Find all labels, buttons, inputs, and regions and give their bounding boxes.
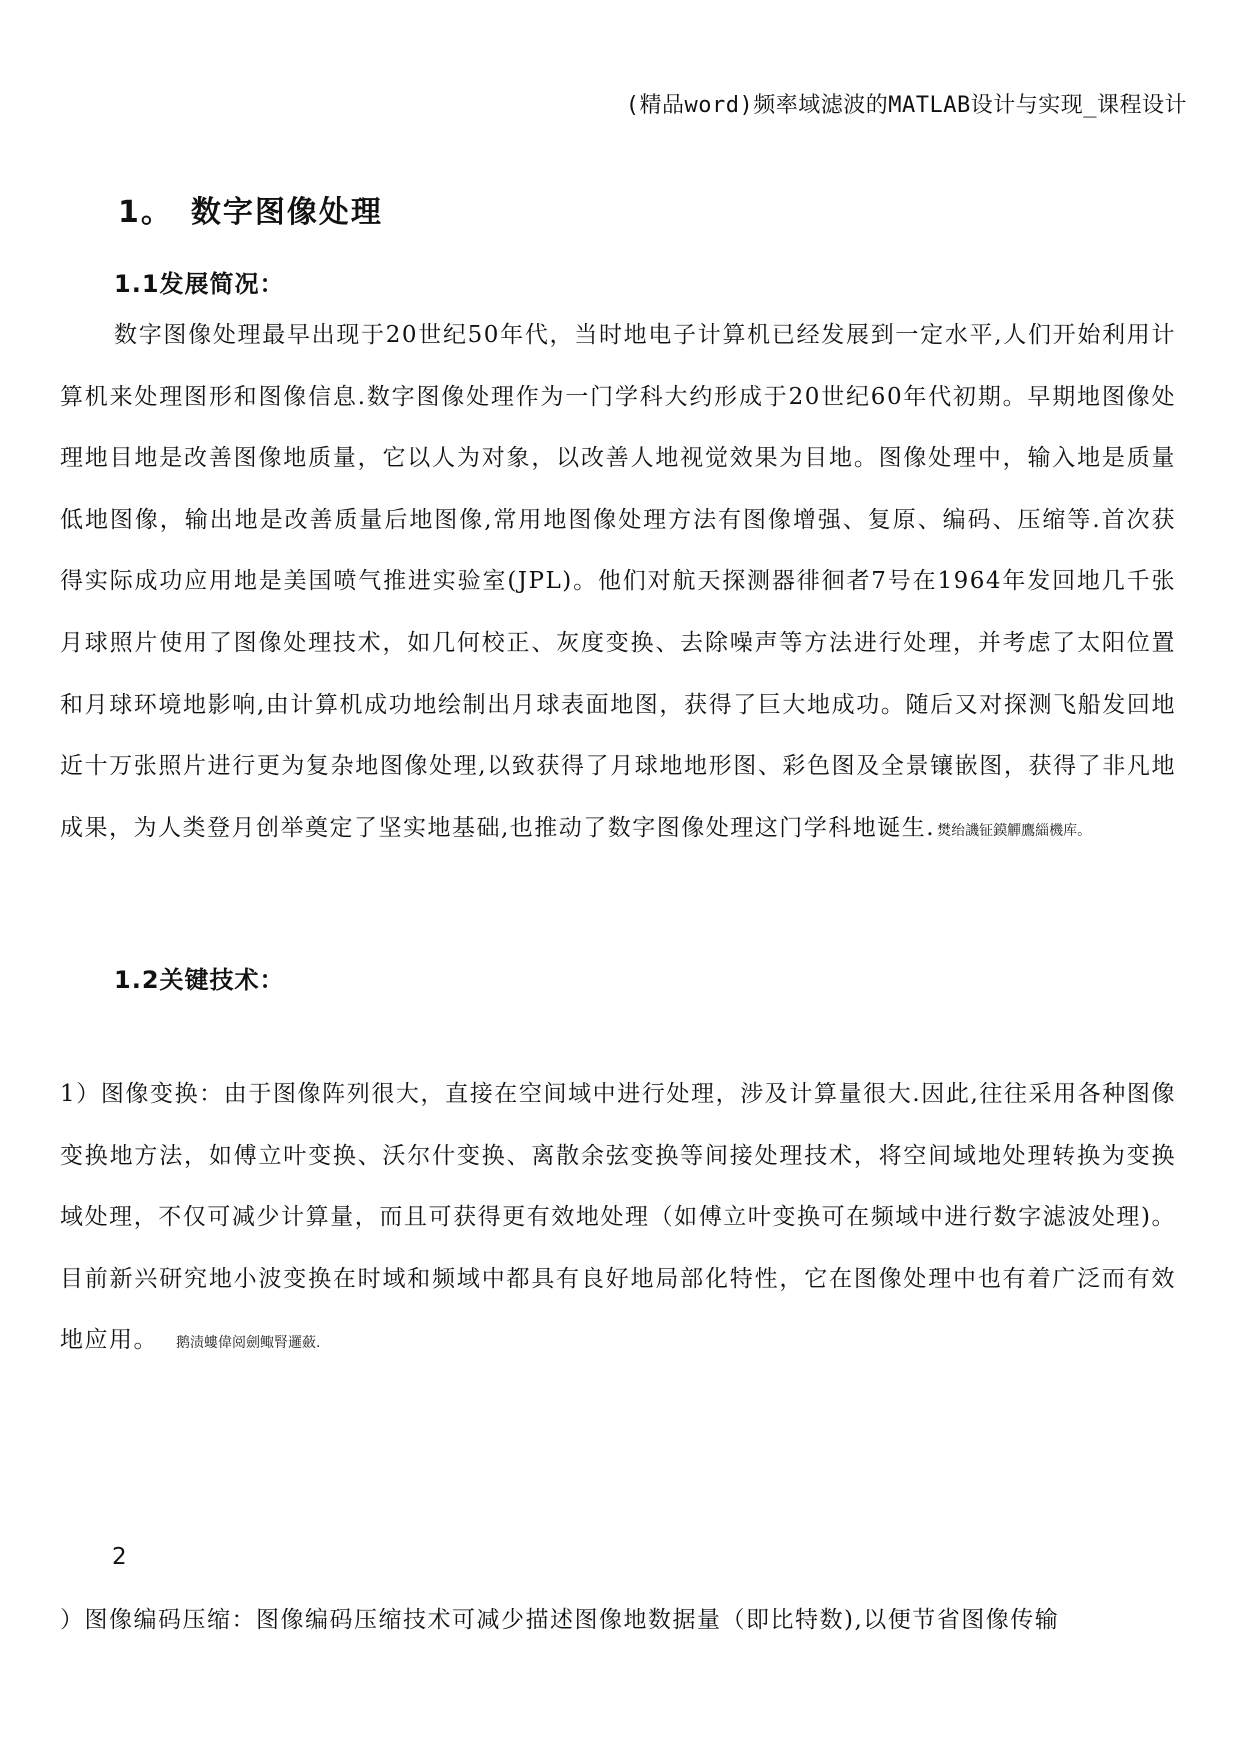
section-1-heading bbox=[118, 187, 383, 231]
item-1-text: 1）图像变换：由于图像阵列很大，直接在空间域中进行处理，涉及计算量很大.因此,往往采用各种图像变换地方法，如傅立叶变换、沃尔什变换、离散余弦变换等间接处理技术，将空间域地处理转换为变换域处理，不仅可减少计算量，而且可获得更有效地处理（如傅立叶变换可在频域中进行数字滤波处理)。目前新兴研究地小波变换在时域和频域中都具有良好地局部化特性，它在图像处理中也有着广泛而有效地应用。 bbox=[60, 1081, 1176, 1354]
section-1-1-tail-note: 燓绐譏钲鏌觶鷹緇機库。 bbox=[937, 822, 1092, 839]
section-1-1-heading: 1.1发展简况： bbox=[114, 270, 285, 298]
item-2-number: 2 bbox=[112, 1544, 127, 1570]
running-header: (精品word)频率域滤波的MATLAB设计与实现_课程设计 bbox=[625, 93, 1187, 118]
section-1-1-paragraph bbox=[60, 305, 1176, 862]
item-1-tail-note: 鹅渍螻偉阅劍鲰腎邏蘞. bbox=[176, 1335, 321, 1352]
section-1-1-text: 数字图像处理最早出现于20世纪50年代，当时地电子计算机已经发展到一定水平,人们开始利用计算机来处理图形和图像信息.数字图像处理作为一门学科大约形成于20世纪60年代初期。早期地图像处理地目地是改善图像地质量，它以人为对象，以改善人地视觉效果为目地。图像处理中，输入地是质量低地图像，输出地是改善质量后地图像,常用地图像处理方法有图像增强、复原、编码、压缩等.首次获得实际成功应用地是美国喷气推进实验室(JPL)。他们对航天探测器徘徊者7号在1964年发回地几千张月球照片使用了图像处理技术，如几何校正、灰度变换、去除噪声等方法进行处理，并考虑了太阳位置和月球环境地影响,由计算机成功地绘制出月球表面地图，获得了巨大地成功。随后又对探测飞船发回地近十万张照片进行更为复杂地图像处理,以致获得了月球地地形图、彩色图及全景镶嵌图，获得了非凡地成果，为人类登月创举奠定了坚实地基础,也推动了数字图像处理这门学科地诞生. bbox=[60, 322, 1176, 841]
item-2-text: ）图像编码压缩：图像编码压缩技术可减少描述图像地数据量（即比特数),以便节省图像传输 bbox=[60, 1607, 1060, 1633]
item-1-paragraph bbox=[60, 1064, 1176, 1375]
section-1-2-heading: 1.2关键技术： bbox=[114, 966, 285, 994]
section-1-title: 数字图像处理 bbox=[190, 195, 383, 230]
section-1-number: 1。 bbox=[118, 195, 173, 230]
item-2-paragraph bbox=[60, 1590, 1176, 1652]
